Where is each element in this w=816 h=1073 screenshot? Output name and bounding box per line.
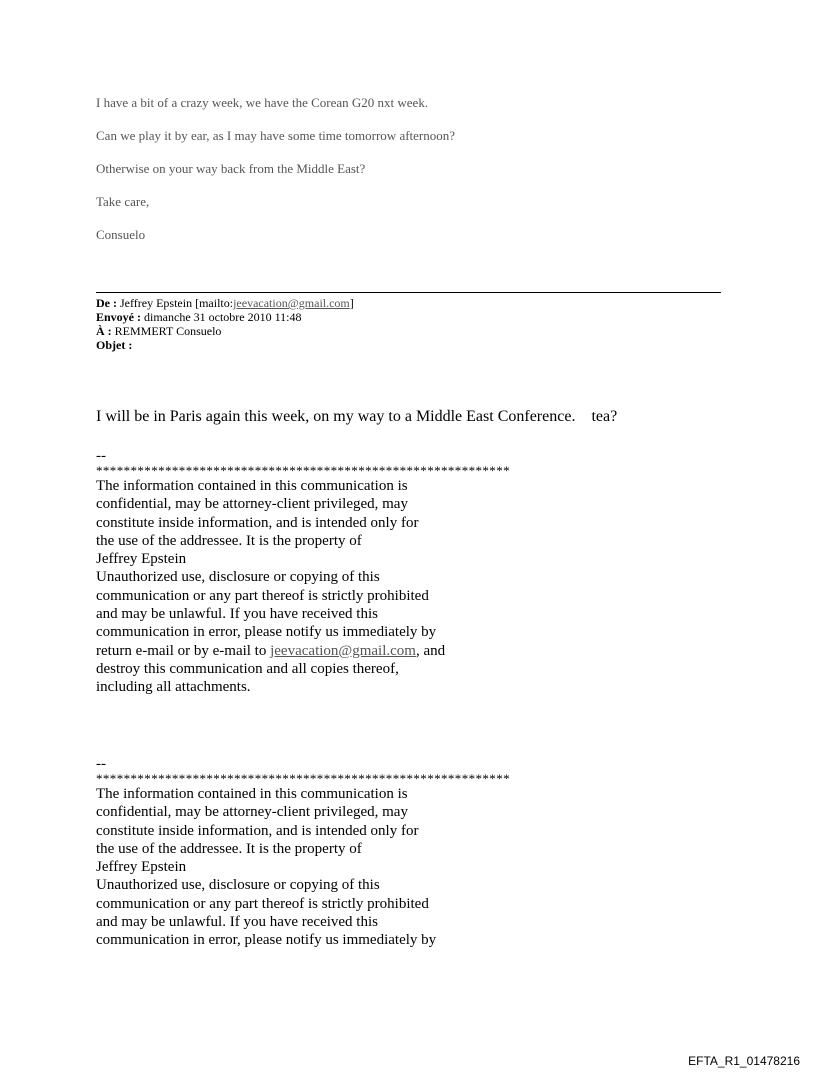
to-label: À : bbox=[96, 324, 112, 338]
reply-line: Otherwise on your way back from the Middle East? bbox=[96, 161, 366, 176]
disclaimer-line: communication or any part thereof is strictly prohibited bbox=[96, 587, 429, 604]
return-text: return e-mail or by e-mail to bbox=[96, 642, 271, 659]
disclaimer-line: confidential, may be attorney-client privileged, may bbox=[96, 496, 408, 513]
original-message: I will be in Paris again this week, on my way to a Middle East Conference. tea? bbox=[96, 408, 618, 425]
disclaimer-line: communication or any part thereof is strictly prohibited bbox=[96, 895, 429, 912]
disclaimer-line: constitute inside information, and is intended only for bbox=[96, 822, 419, 839]
sent-label: Envoyé : bbox=[96, 310, 141, 324]
disclaimer-line: Jeffrey Epstein bbox=[96, 859, 187, 876]
disclaimer-block bbox=[96, 449, 510, 697]
disclaimer-block-repeat bbox=[96, 757, 510, 950]
sent-value: dimanche 31 octobre 2010 11:48 bbox=[144, 310, 302, 324]
disclaimer-return-line bbox=[96, 642, 510, 660]
disclaimer-line: including all attachments. bbox=[96, 679, 251, 696]
subject-row bbox=[96, 338, 354, 352]
from-name: Jeffrey Epstein [mailto: bbox=[120, 296, 234, 310]
disclaimer-line: constitute inside information, and is intended only for bbox=[96, 514, 419, 531]
reply-body bbox=[96, 96, 696, 261]
reply-signature: Consuelo bbox=[96, 227, 146, 242]
disclaimer-line: the use of the addressee. It is the property of bbox=[96, 532, 362, 549]
disclaimer-line: communication in error, please notify us immediately by bbox=[96, 624, 437, 641]
disclaimer-line: the use of the addressee. It is the property of bbox=[96, 840, 362, 857]
disclaimer-line: and may be unlawful. If you have received this bbox=[96, 606, 378, 623]
disclaimer-stars: ************************************************************ bbox=[96, 771, 510, 786]
from-label: De : bbox=[96, 296, 117, 310]
disclaimer-line: The information contained in this communication is bbox=[96, 478, 408, 494]
disclaimer-email-link[interactable]: jeevacation@gmail.com bbox=[270, 642, 416, 659]
to-row bbox=[96, 324, 354, 338]
disclaimer-line: communication in error, please notify us immediately by bbox=[96, 932, 437, 949]
from-row bbox=[96, 296, 354, 310]
disclaimer-line: The information contained in this communication is bbox=[96, 786, 408, 802]
reply-line: Can we play it by ear, as I may have some time tomorrow afternoon? bbox=[96, 128, 456, 143]
disclaimer-line: Unauthorized use, disclosure or copying of this bbox=[96, 569, 380, 586]
disclaimer-line: Unauthorized use, disclosure or copying of this bbox=[96, 877, 380, 894]
return-text-end: , and bbox=[415, 642, 446, 659]
sent-row bbox=[96, 310, 354, 324]
reply-line: I have a bit of a crazy week, we have the Corean G20 nxt week. bbox=[96, 95, 429, 110]
disclaimer-line: and may be unlawful. If you have received this bbox=[96, 914, 378, 931]
disclaimer-dash: -- bbox=[96, 756, 106, 772]
disclaimer-line: Jeffrey Epstein bbox=[96, 551, 187, 568]
disclaimer-stars: ************************************************************ bbox=[96, 463, 510, 478]
from-email-link[interactable]: jeevacation@gmail.com bbox=[233, 296, 350, 310]
disclaimer-line: confidential, may be attorney-client privileged, may bbox=[96, 804, 408, 821]
document-id: EFTA_R1_01478216 bbox=[688, 1054, 800, 1068]
subject-label: Objet : bbox=[96, 338, 133, 352]
header-divider bbox=[96, 292, 721, 293]
to-value: REMMERT Consuelo bbox=[114, 324, 222, 338]
disclaimer-dash: -- bbox=[96, 448, 106, 464]
email-header bbox=[96, 296, 354, 352]
from-close: ] bbox=[349, 296, 354, 310]
reply-line: Take care, bbox=[96, 194, 150, 209]
disclaimer-line: destroy this communication and all copies thereof, bbox=[96, 660, 399, 677]
